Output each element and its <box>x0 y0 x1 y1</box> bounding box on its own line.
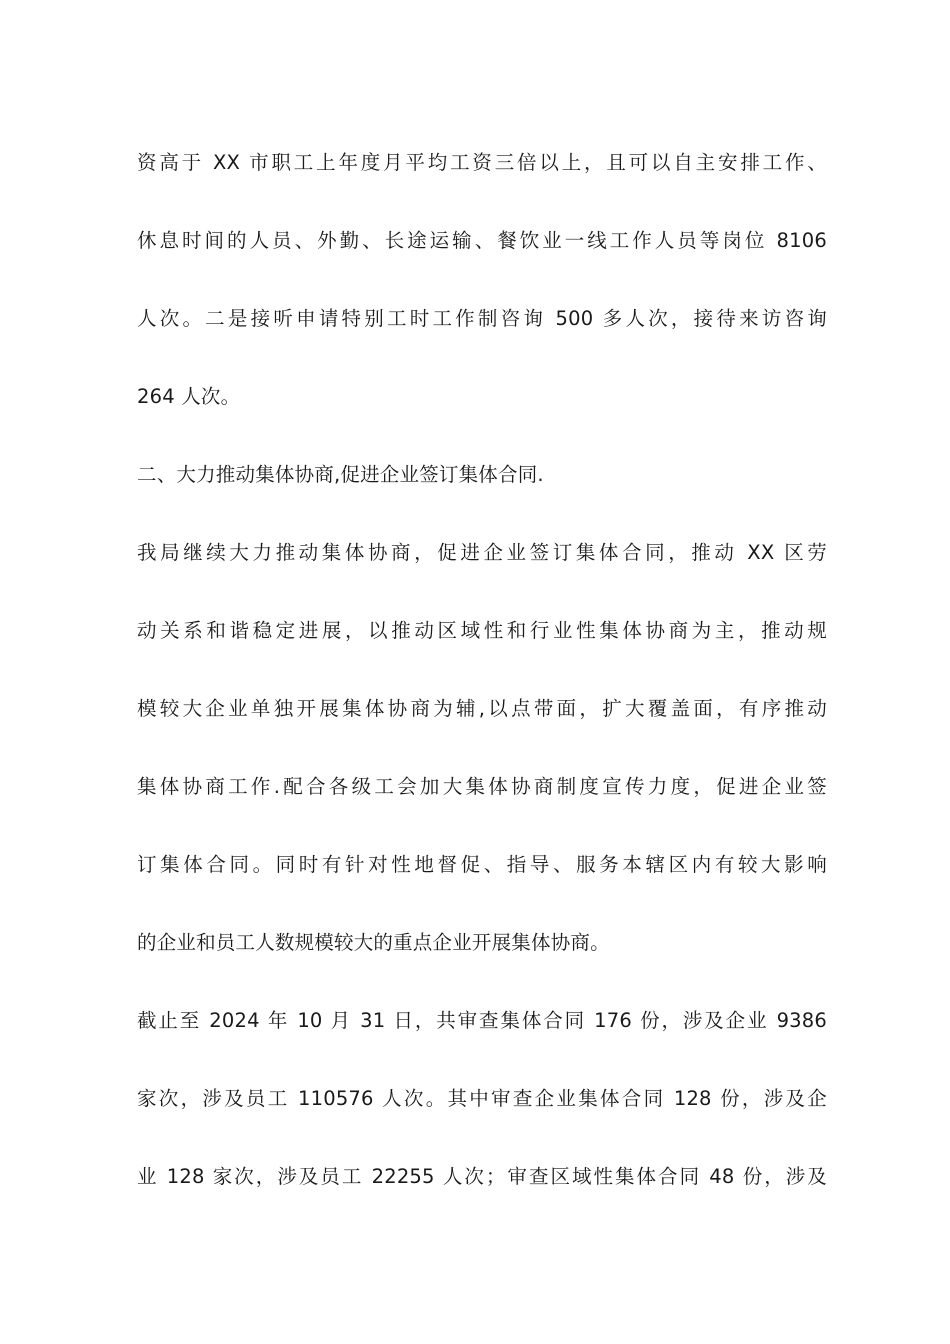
paragraph-line: 模较大企业单独开展集体协商为辅,以点带面，扩大覆盖面，有序推动 <box>137 697 827 720</box>
paragraph-line: 资高于 XX 市职工上年度月平均工资三倍以上，且可以自主安排工作、 <box>137 151 827 174</box>
paragraph-line: 休息时间的人员、外勤、长途运输、餐饮业一线工作人员等岗位 8106 <box>137 229 827 252</box>
paragraph-line: 我局继续大力推动集体协商，促进企业签订集体合同，推动 XX 区劳 <box>137 541 827 564</box>
paragraph-line: 业 128 家次，涉及员工 22255 人次；审查区域性集体合同 48 份，涉及 <box>137 1165 827 1188</box>
paragraph-line: 家次，涉及员工 110576 人次。其中审查企业集体合同 128 份，涉及企 <box>137 1087 827 1110</box>
paragraph-line-end: 的企业和员工人数规模较大的重点企业开展集体协商。 <box>137 931 610 954</box>
paragraph-line: 动关系和谐稳定进展，以推动区域性和行业性集体协商为主，推动规 <box>137 619 827 642</box>
paragraph-line: 截止至 2024 年 10 月 31 日，共审查集体合同 176 份，涉及企业 9386 <box>137 1009 827 1032</box>
paragraph-line: 人次。二是接听申请特别工时工作制咨询 500 多人次，接待来访咨询 <box>137 307 827 330</box>
section-heading: 二、大力推动集体协商,促进企业签订集体合同. <box>137 463 544 486</box>
document-body <box>137 137 827 1229</box>
paragraph-line-end: 264 人次。 <box>137 385 241 408</box>
paragraph-line: 订集体合同。同时有针对性地督促、指导、服务本辖区内有较大影响 <box>137 853 827 876</box>
paragraph-line: 集体协商工作.配合各级工会加大集体协商制度宣传力度，促进企业签 <box>137 775 827 798</box>
